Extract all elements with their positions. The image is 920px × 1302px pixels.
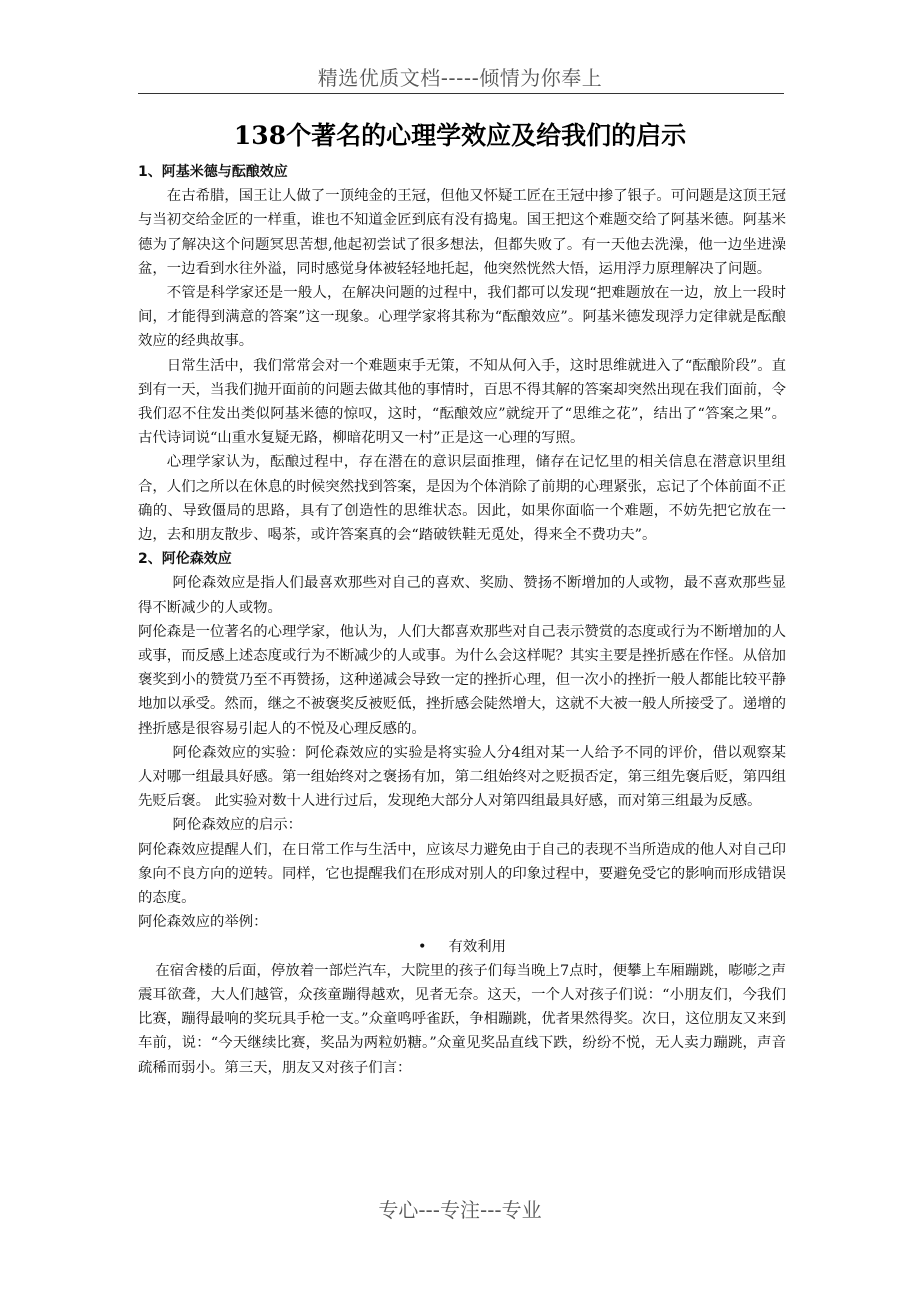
document-title: 138个著名的心理学效应及给我们的启示: [233, 121, 687, 150]
paragraph: 日常生活中，我们常常会对一个难题束手无策，不知从何入手，这时思维就进入了“酝酿阶段”。直到有一天，当我们抛开面前的问题去做其他的事情时，百思不得其解的答案却突然出现在我们面前，令我们忍不住发出类似阿基米德的惊叹，这时，“酝酿效应”就绽开了“思维之花”，结出了“答案之果”。古代诗词说“山重水复疑无路，柳暗花明又一村”正是这一心理的写照。: [138, 357, 786, 447]
document-body: [138, 160, 786, 1080]
paragraph: 在宿舍楼的后面，停放着一部烂汽车，大院里的孩子们每当晚上7点时，便攀上车厢蹦跳，嘭嘭之声震耳欲聋，大人们越管，众孩童蹦得越欢，见者无奈。这天，一个人对孩子们说：“小朋友们，今我们比赛，蹦得最响的奖玩具手枪一支。”众童鸣呼雀跃，争相蹦跳，优者果然得奖。次日，这位朋友又来到车前，说：“今天继续比赛，奖品为两粒奶糖。”众童见奖品直线下跌，纷纷不悦，无人卖力蹦跳，声音疏稀而弱小。第三天，朋友又对孩子们言：: [138, 962, 786, 1076]
paragraph: 心理学家认为，酝酿过程中，存在潜在的意识层面推理，储存在记忆里的相关信息在潜意识里组合，人们之所以在休息的时候突然找到答案，是因为个体消除了前期的心理紧张，忘记了个体前面不正确的、导致僵局的思路，具有了创造性的思维状态。因此，如果你面临一个难题，不妨先把它放在一边，去和朋友散步、喝茶，或许答案真的会“踏破铁鞋无觅处，得来全不费功夫”。: [138, 454, 786, 544]
header-divider: [138, 93, 784, 94]
section-heading: 2、阿伦森效应: [138, 551, 232, 568]
paragraph: 在古希腊，国王让人做了一顶纯金的王冠，但他又怀疑工匠在王冠中掺了银子。可问题是这顶王冠与当初交给金匠的一样重，谁也不知道金匠到底有没有捣鬼。国王把这个难题交给了阿基米德。阿基米德为了解决这个问题冥思苦想,他起初尝试了很多想法，但都失败了。有一天他去洗澡，他一边坐进澡盆，一边看到水往外溢，同时感觉身体被轻轻地托起，他突然恍然大悟，运用浮力原理解决了问题。: [138, 188, 786, 277]
bullet-item: [138, 935, 786, 959]
page-header: 精选优质文档-----倾情为你奉上: [317, 66, 603, 90]
section-heading: 1、阿基米德与酝酿效应: [138, 164, 288, 180]
paragraph: 阿伦森效应的实验：阿伦森效应的实验是将实验人分4组对某一人给予不同的评价，借以观察某人对哪一组最具好感。第一组始终对之褒扬有加，第二组始终对之贬损否定，第三组先褒后贬，第四组先贬后褒。 此实验对数十人进行过后，发现绝大部分人对第四组最具好感，而对第三组最为反感。: [138, 744, 786, 810]
bullet-text: 有效利用: [448, 938, 507, 955]
paragraph: 阿伦森是一位著名的心理学家，他认为，人们大都喜欢那些对自己表示赞赏的态度或行为不断增加的人或事，而反感上述态度或行为不断减少的人或事。为什么会这样呢？其实主要是挫折感在作怪。从倍加褒奖到小的赞赏乃至不再赞扬，这种递减会导致一定的挫折心理，但一次小的挫折一般人都能比较平静地加以承受。然而，继之不被褒奖反被贬低，挫折感会陡然增大，这就不大被一般人所接受了。递增的挫折感是很容易引起人的不悦及心理反感的。: [138, 623, 786, 737]
paragraph: 不管是科学家还是一般人，在解决问题的过程中，我们都可以发现“把难题放在一边，放上一段时间，才能得到满意的答案”这一现象。心理学家将其称为“酝酿效应”。阿基米德发现浮力定律就是酝酿效应的经典故事。: [138, 285, 786, 350]
paragraph: 阿伦森效应的举例：: [138, 914, 268, 931]
bullet-icon: •: [417, 938, 427, 955]
page-footer: 专心---专注---专业: [378, 1198, 542, 1222]
paragraph: 阿伦森效应的启示：: [172, 817, 303, 834]
paragraph: 阿伦森效应提醒人们，在日常工作与生活中，应该尽力避免由于自己的表现不当所造成的他人对自己印象向不良方向的逆转。同样，它也提醒我们在形成对别人的印象过程中，要避免受它的影响而形成错误的态度。: [138, 841, 786, 907]
paragraph: 阿伦森效应是指人们最喜欢那些对自己的喜欢、奖励、赞扬不断增加的人或物，最不喜欢那些显得不断减少的人或物。: [138, 575, 786, 616]
